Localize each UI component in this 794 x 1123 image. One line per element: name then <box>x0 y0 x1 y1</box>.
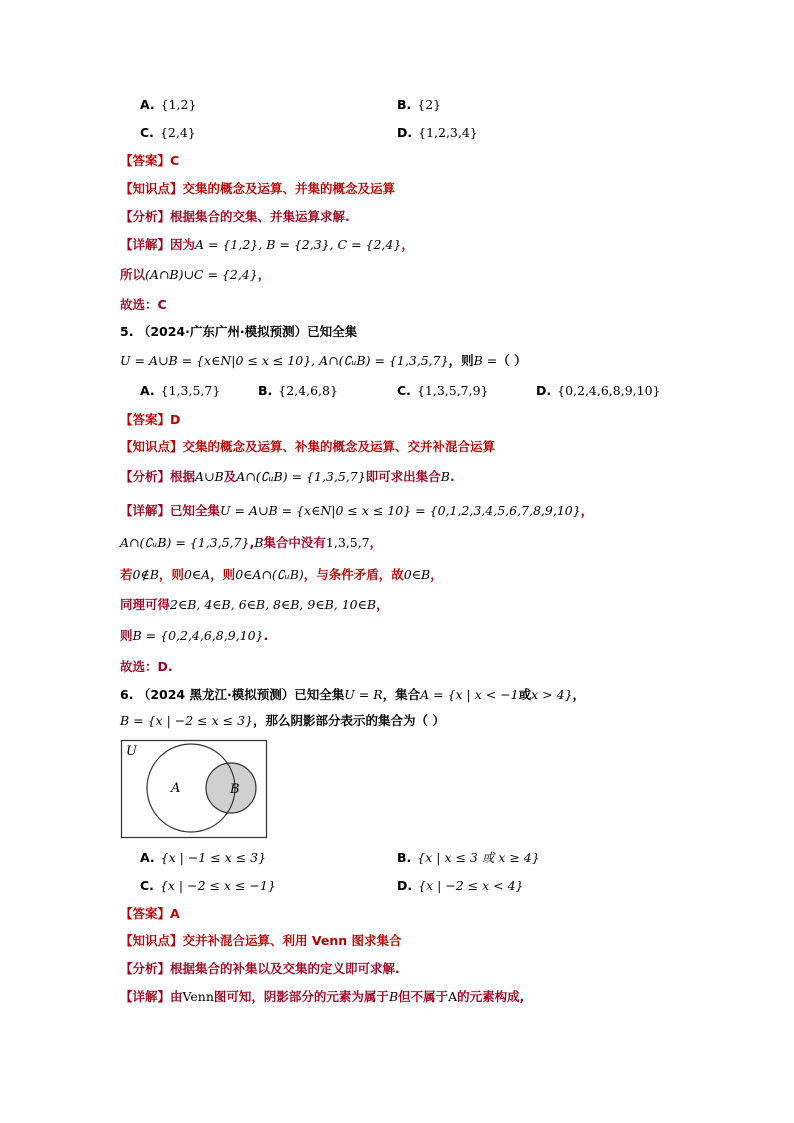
q6-detail-line-1: 【详解】由Venn图可知，阴影部分的元素为属于B但不属于A的元素构成, <box>120 989 525 1004</box>
q4-knowledge: 【知识点】交集的概念及运算、并集的概念及运算 <box>120 181 396 196</box>
q5-stem-line-2: U = A∪B = {x∈N|0 ≤ x ≤ 10}, A∩(∁ᵤB) = {1,3,5,7}，则B =（ ） <box>120 353 527 368</box>
q4-detail-line-1: 【详解】因为A = {1,2}, B = {2,3}, C = {2,4}， <box>120 237 414 252</box>
q5-option-c: C. {1,3,5,7,9} <box>397 383 489 398</box>
q4-detail-line-2: 所以(A∩B)∪C = {2,4}， <box>120 267 271 282</box>
q4-option-c: C. {2,4} <box>140 125 196 140</box>
q6-stem-line-1: 6. （2024 黑龙江·模拟预测）已知全集U = R，集合A = {x | x < −1或x > 4}， <box>120 687 586 702</box>
venn-label-a: A <box>171 781 181 796</box>
q5-stem-line-1: 5. （2024·广东广州·模拟预测）已知全集 <box>120 324 358 339</box>
q6-option-d: D. {x | −2 ≤ x < 4} <box>397 878 524 893</box>
q5-option-b: B. {2,4,6,8} <box>258 383 338 398</box>
q6-knowledge: 【知识点】交并补混合运算、利用 Venn 图求集合 <box>120 933 402 948</box>
q5-answer: 【答案】D <box>120 412 181 427</box>
q6-option-c: C. {x | −2 ≤ x ≤ −1} <box>140 878 276 893</box>
q5-detail-line-2: A∩(∁ᵤB) = {1,3,5,7},B集合中没有1,3,5,7， <box>120 535 383 550</box>
q5-option-a: A. {1,3,5,7} <box>140 383 221 398</box>
venn-label-b: B <box>230 782 240 797</box>
venn-diagram <box>120 739 270 840</box>
q4-option-d: D. {1,2,3,4} <box>397 125 478 140</box>
q6-stem-line-2: B = {x | −2 ≤ x ≤ 3}，那么阴影部分表示的集合为（ ） <box>120 713 445 728</box>
q6-option-a: A. {x | −1 ≤ x ≤ 3} <box>140 850 267 865</box>
q6-option-b: B. {x | x ≤ 3 或 x ≥ 4} <box>397 850 540 865</box>
q5-detail-line-3: 若0∉B，则0∈A，则0∈A∩(∁ᵤB)，与条件矛盾，故0∈B， <box>120 567 443 582</box>
q5-knowledge: 【知识点】交集的概念及运算、补集的概念及运算、交并补混合运算 <box>120 439 496 454</box>
q5-conclusion: 故选：D. <box>120 659 173 674</box>
q5-detail-line-4: 同理可得2∈B, 4∈B, 6∈B, 8∈B, 9∈B, 10∈B， <box>120 597 389 612</box>
q6-answer: 【答案】A <box>120 906 180 921</box>
venn-label-u: U <box>126 744 137 759</box>
q5-analysis: 【分析】根据A∪B及A∩(∁ᵤB) = {1,3,5,7}即可求出集合B. <box>120 469 455 484</box>
q4-option-b: B. {2} <box>397 97 442 112</box>
q6-analysis: 【分析】根据集合的补集以及交集的定义即可求解. <box>120 961 400 976</box>
q4-option-a: A. {1,2} <box>140 97 197 112</box>
q4-analysis: 【分析】根据集合的交集、并集运算求解. <box>120 209 350 224</box>
q5-option-d: D. {0,2,4,6,8,9,10} <box>536 383 661 398</box>
q4-answer: 【答案】C <box>120 153 180 168</box>
q5-detail-line-1: 【详解】已知全集U = A∪B = {x∈N|0 ≤ x ≤ 10} = {0,1,2,3,4,5,6,7,8,9,10}， <box>120 503 594 518</box>
q4-conclusion: 故选：C <box>120 297 167 312</box>
q5-detail-line-5: 则B = {0,2,4,6,8,9,10}. <box>120 628 269 643</box>
